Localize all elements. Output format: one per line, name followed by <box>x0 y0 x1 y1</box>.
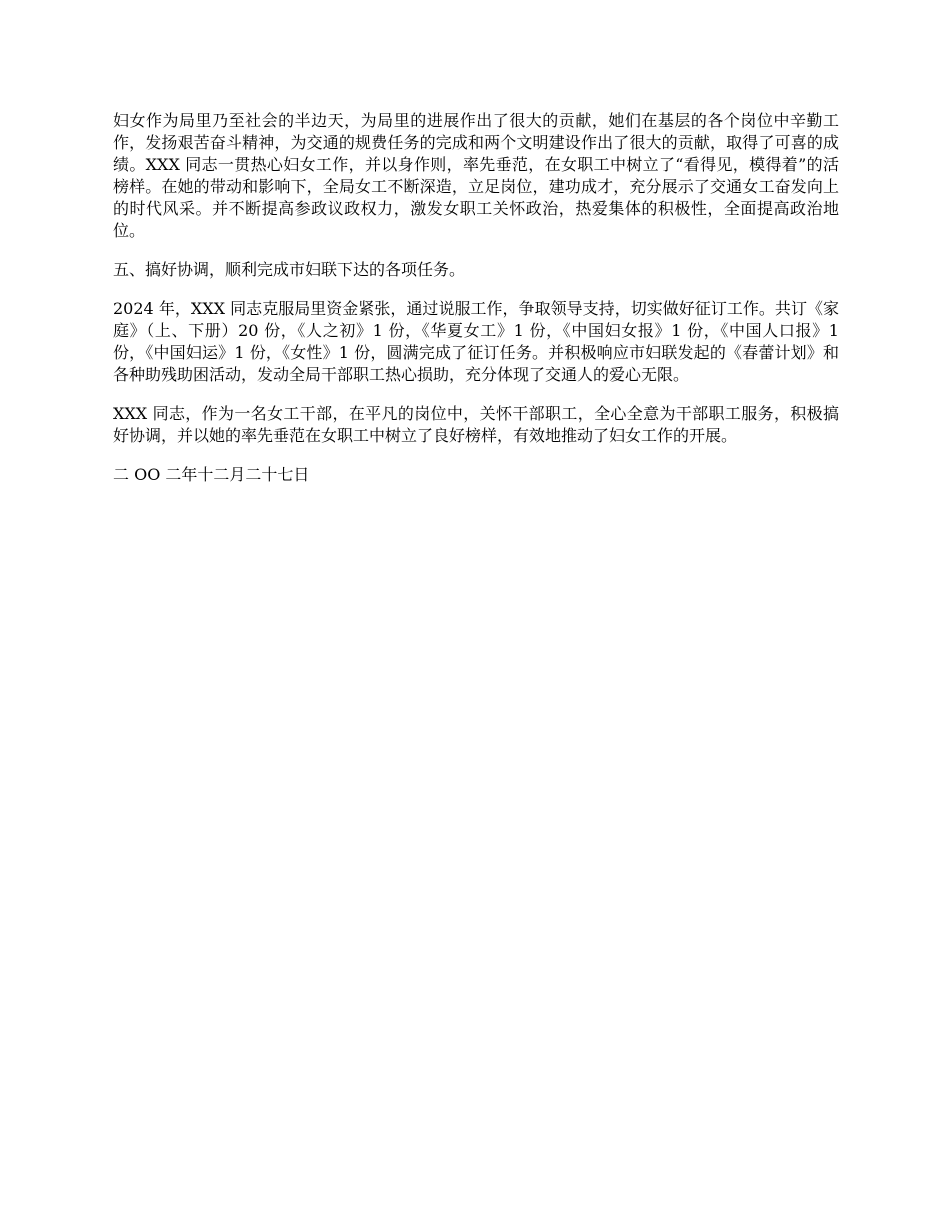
section-heading-coordination: 五、搞好协调，顺利完成市妇联下达的各项任务。 <box>113 260 466 279</box>
paragraph-summary: XXX 同志，作为一名女工干部，在平凡的岗位中，关怀干部职工，全心全意为干部职工服务，积极搞好协调，并以她的率先垂范在女职工中树立了良好榜样，有效地推动了妇女工作的开展。 <box>113 404 839 445</box>
document-body <box>113 110 839 503</box>
paragraph-women-contribution: 妇女作为局里乃至社会的半边天，为局里的进展作出了很大的贡献，她们在基层的各个岗位中辛勤工作，发扬艰苦奋斗精神，为交通的规费任务的完成和两个文明建设作出了很大的贡献，取得了可喜的成绩。XXX 同志一贯热心妇女工作，并以身作则，率先垂范，在女职工中树立了“看得见，模得着”的活榜样。在她的带动和影响下，全局女工不断深造，立足岗位，建功成才，充分展示了交通女工奋发向上的时代风采。并不断提高参政议政权力，激发女职工关怀政治，热爱集体的积极性，全面提高政治地位。 <box>113 111 839 240</box>
document-date: 二 OO 二年十二月二十七日 <box>113 465 310 484</box>
paragraph-subscription-tasks: 2024 年，XXX 同志克服局里资金紧张，通过说服工作，争取领导支持，切实做好征订工作。共订《家庭》（上、下册）20 份，《人之初》1 份，《华夏女工》1 份，《中国妇女报》1 份，《中国人口报》1 份，《中国妇运》1 份，《女性》1 份，圆满完成了征订任务。并积极响应市妇联发起的《春蕾计划》和各种助残助困活动，发动全局干部职工热心损助，充分体现了交通人的爱心无限。 <box>113 299 839 384</box>
